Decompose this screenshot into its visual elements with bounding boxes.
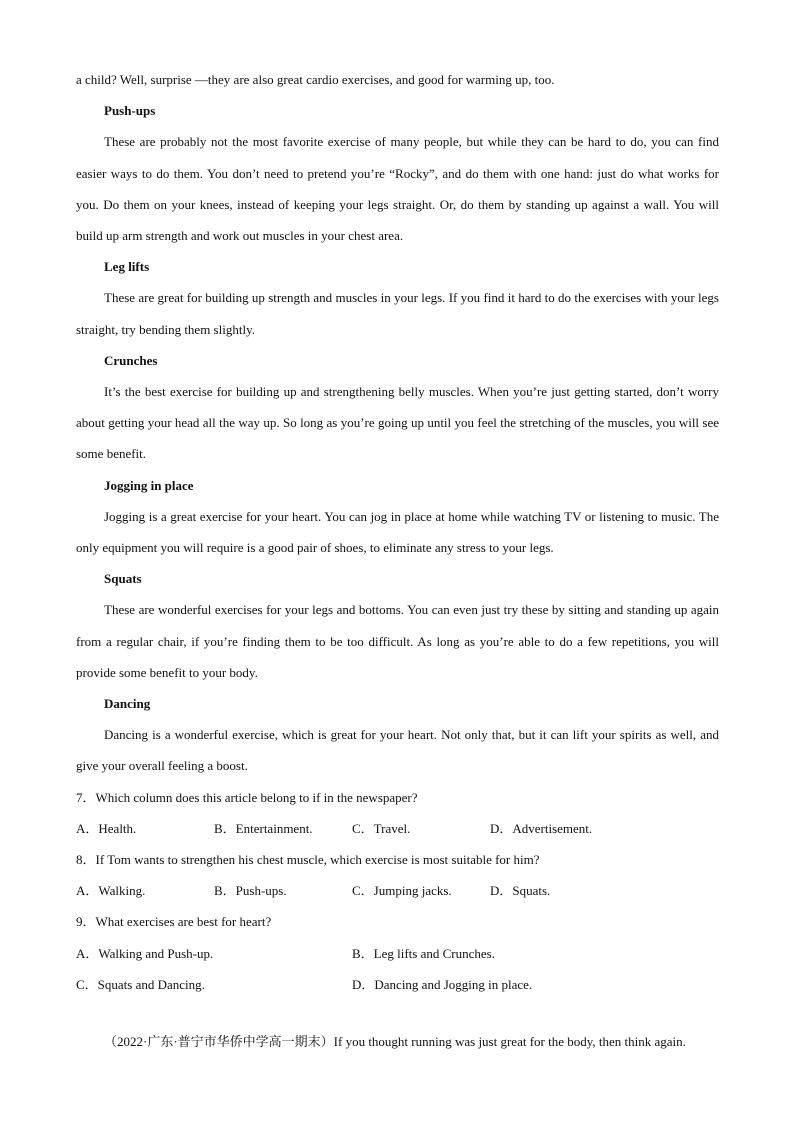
section-crunches	[76, 345, 719, 470]
document-page	[76, 64, 719, 1000]
section-push-ups	[76, 95, 719, 251]
question-stem: 9．What exercises are best for heart?	[76, 914, 272, 930]
question-8	[76, 844, 719, 906]
option-c: C．Jumping jacks.	[352, 883, 452, 899]
option-d: D．Dancing and Jogging in place.	[352, 976, 533, 992]
intro-tail-text: a child? Well, surprise —they are also great cardio exercises, and good for warming up, too.	[76, 72, 555, 87]
question-stem: 8．If Tom wants to strengthen his chest muscle, which exercise is most suitable for him?	[76, 851, 540, 867]
option-a: A．Health.	[76, 820, 137, 836]
answer-options	[76, 969, 719, 1000]
section-paragraph: It’s the best exercise for building up and strengthening belly muscles. When you’re just getting started, don’t worry about getting your head all the way up. So long as you’re going up until you feel the stretching of the muscles, you will see some benefit.	[76, 383, 719, 462]
next-passage-intro: （2022·广东·普宁市华侨中学高一期末）If you thought running was just great for the body, then think again.	[104, 1034, 686, 1049]
section-heading: Squats	[104, 571, 142, 587]
section-leg-lifts	[76, 251, 719, 345]
answer-options	[76, 938, 719, 969]
answer-options	[76, 813, 719, 844]
section-squats	[76, 563, 719, 688]
answer-options	[76, 875, 719, 906]
section-paragraph: These are wonderful exercises for your legs and bottoms. You can even just try these by sitting and standing up again from a regular chair, if you’re finding them to be too difficult. As long as you’re able to do a few repetitions, you will provide some benefit to your body.	[76, 602, 719, 680]
section-dancing	[76, 688, 719, 782]
section-paragraph: Jogging is a great exercise for your heart. You can jog in place at home while watching TV or listening to music. The only equipment you will require is a good pair of shoes, to eliminate any stress to your legs.	[76, 508, 719, 555]
question-9	[76, 906, 719, 1000]
section-paragraph: These are great for building up strength and muscles in your legs. If you find it hard to do the exercises with your legs straight, try bending them slightly.	[76, 290, 719, 337]
section-heading: Dancing	[104, 695, 151, 711]
option-a: A．Walking.	[76, 883, 146, 899]
option-d: D．Advertisement.	[490, 820, 593, 836]
question-stem: 7．Which column does this article belong to if in the newspaper?	[76, 789, 418, 805]
option-b: B．Push-ups.	[214, 883, 287, 899]
option-b: B．Leg lifts and Crunches.	[352, 945, 495, 961]
option-b: B．Entertainment.	[214, 820, 313, 836]
question-7	[76, 782, 719, 844]
option-c: C．Travel.	[352, 820, 411, 836]
section-paragraph: Dancing is a wonderful exercise, which is great for your heart. Not only that, but it can lift your spirits as well, and give your overall feeling a boost.	[76, 727, 719, 774]
section-heading: Crunches	[104, 352, 158, 368]
option-d: D．Squats.	[490, 883, 551, 899]
section-paragraph: These are probably not the most favorite exercise of many people, but while they can be hard to do, you can find easier ways to do them. You don’t need to pretend you’re “Rocky”, and do them with one hand: just do what works for you. Do them on your knees, instead of keeping your legs straight. Or, do them by standing up against a wall. You will build up arm strength and work out muscles in your chest area.	[76, 134, 719, 243]
section-heading: Jogging in place	[104, 477, 194, 493]
option-c: C．Squats and Dancing.	[76, 976, 205, 992]
section-jogging-in-place	[76, 470, 719, 564]
option-a: A．Walking and Push-up.	[76, 945, 214, 961]
section-heading: Leg lifts	[104, 259, 150, 275]
section-heading: Push-ups	[104, 103, 156, 119]
